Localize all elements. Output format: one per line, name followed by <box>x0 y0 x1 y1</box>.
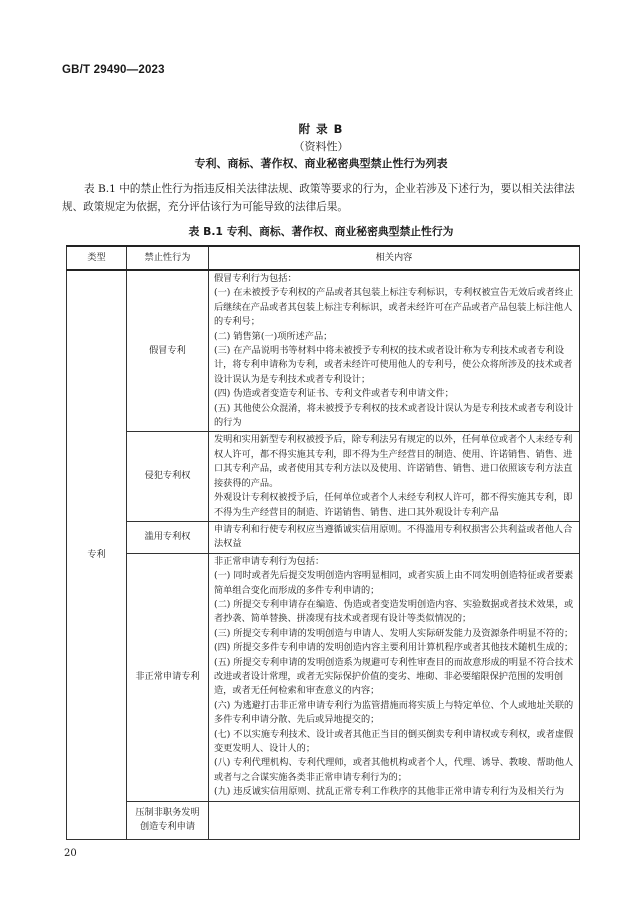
header-behavior: 禁止性行为 <box>127 246 209 270</box>
content-cell <box>209 432 580 521</box>
content-line: (一) 同时或者先后提交发明创造内容明显相同，或者实质上由不同发明创造特征或者要素简单组合变化而形成的多件专利申请的； <box>214 570 574 596</box>
content-line: (二) 所提交专利申请存在编造、伪造或者变造发明创造内容、实验数据或者技术效果，或者抄袭、简单替换、拼凑现有技术或者现有设计等类似情况的； <box>214 598 574 625</box>
behavior-cell: 非正常申请专利 <box>127 553 209 801</box>
behavior-cell: 滥用专利权 <box>127 521 209 553</box>
content-line: (三) 在产品说明书等材料中将未被授予专利权的技术或者设计称为专利技术或者专利设计，将专利申请称为专利，或者未经许可使用他人的专利号，使公众将所涉及的技术或者设计误认为是专利技术或者专利设计； <box>214 345 573 385</box>
content-line: (五) 所提交专利申请的发明创造系为规避可专利性审查目的而故意形成的明显不符合技术改进或者设计常理，或者无实际保护价值的变劣、堆砌、非必要缩限保护范围的发明创造，或者无任何检索和审查意义的内容； <box>214 656 574 697</box>
header-content: 相关内容 <box>209 246 580 270</box>
behavior-cell: 压制非职务发明创造专利申请 <box>127 801 209 839</box>
content-line: 外观设计专利权被授予后，任何单位或者个人未经专利权人许可，都不得实施其专利，即不得为生产经营目的制造、许诺销售、销售、进口其外观设计专利产品 <box>214 492 573 518</box>
behavior-cell: 假冒专利 <box>127 270 209 432</box>
content-line: 非正常申请专利行为包括： <box>214 555 325 567</box>
content-line: (三) 所提交专利申请的发明创造与申请人、发明人实际研发能力及资源条件明显不符的； <box>214 627 574 639</box>
content-cell <box>209 553 580 801</box>
table-row <box>67 432 580 521</box>
content-line: 申请专利和行使专利权应当遵循诚实信用原则。不得滥用专利权损害公共利益或者他人合法权益 <box>214 523 573 550</box>
content-cell <box>209 270 580 432</box>
content-line: 发明和实用新型专利权被授予后，除专利法另有规定的以外，任何单位或者个人未经专利权人许可，都不得实施其专利，即不得为生产经营目的制造、使用、许诺销售、销售、进口其专利产品，或者使用其专利方法以及使用、许诺销售、销售、进口依照该专利方法直接获得的产品。 <box>214 434 573 489</box>
content-line: (一) 在未被授予专利权的产品或者其包装上标注专利标识，专利权被宣告无效后或者终止后继续在产品或者其包装上标注专利标识，或者未经许可在产品或者产品包装上标注他人的专利号； <box>214 287 574 328</box>
header-category: 类型 <box>67 246 127 270</box>
prohibited-behavior-table <box>66 245 580 840</box>
intro-paragraph: 表 B.1 中的禁止性行为指违反相关法律法规、政策等要求的行为，企业若涉及下述行为，要以相关法律法规、政策规定为依据，充分评估该行为可能导致的法律后果。 <box>62 183 575 213</box>
content-line: (五) 其他使公众混淆，将未被授予专利权的技术或者设计误认为是专利技术或者专利设计的行为 <box>214 402 574 429</box>
page-number: 20 <box>64 848 77 859</box>
table-header-row <box>67 246 580 270</box>
content-line: 假冒专利行为包括： <box>214 273 297 284</box>
content-line: (九) 违反诚实信用原则、扰乱正常专利工作秩序的其他非正常申请专利行为及相关行为 <box>214 786 565 798</box>
content-line: (八) 专利代理机构、专利代理师，或者其他机构或者个人，代理、诱导、教唆、帮助他人或者与之合谋实施各类非正常申请专利行为的； <box>214 757 574 783</box>
content-line: (四) 伪造或者变造专利证书、专利文件或者专利申请文件； <box>214 388 454 400</box>
behavior-cell: 侵犯专利权 <box>127 432 209 521</box>
category-cell: 专利 <box>67 270 127 839</box>
standard-code: GB/T 29490—2023 <box>62 64 165 76</box>
table-row <box>67 270 580 432</box>
table-title: 表 B.1 专利、商标、著作权、商业秘密典型禁止性行为 <box>188 225 454 238</box>
content-cell <box>209 801 580 839</box>
annex-subtitle: （资料性） <box>293 140 349 153</box>
content-line: (二) 销售第(一)项所述产品； <box>214 330 333 342</box>
content-line: (六) 为逃避打击非正常申请专利行为监管措施而将实质上与特定单位、个人或地址关联的多件专利申请分散、先后或异地提交的； <box>214 699 574 726</box>
content-line: (七) 不以实施专利技术、设计或者其他正当目的倒买倒卖专利申请权或专利权，或者虚假变更发明人、设计人的； <box>214 728 574 754</box>
table-row <box>67 801 580 839</box>
table-body <box>67 270 580 839</box>
annex-title: 附 录 B <box>298 122 344 136</box>
content-cell <box>209 521 580 553</box>
table-row <box>67 521 580 553</box>
table-row <box>67 553 580 801</box>
content-line: (四) 所提交多件专利申请的发明创造内容主要利用计算机程序或者其他技术随机生成的； <box>214 642 574 654</box>
annex-name: 专利、商标、著作权、商业秘密典型禁止性行为列表 <box>194 157 448 170</box>
